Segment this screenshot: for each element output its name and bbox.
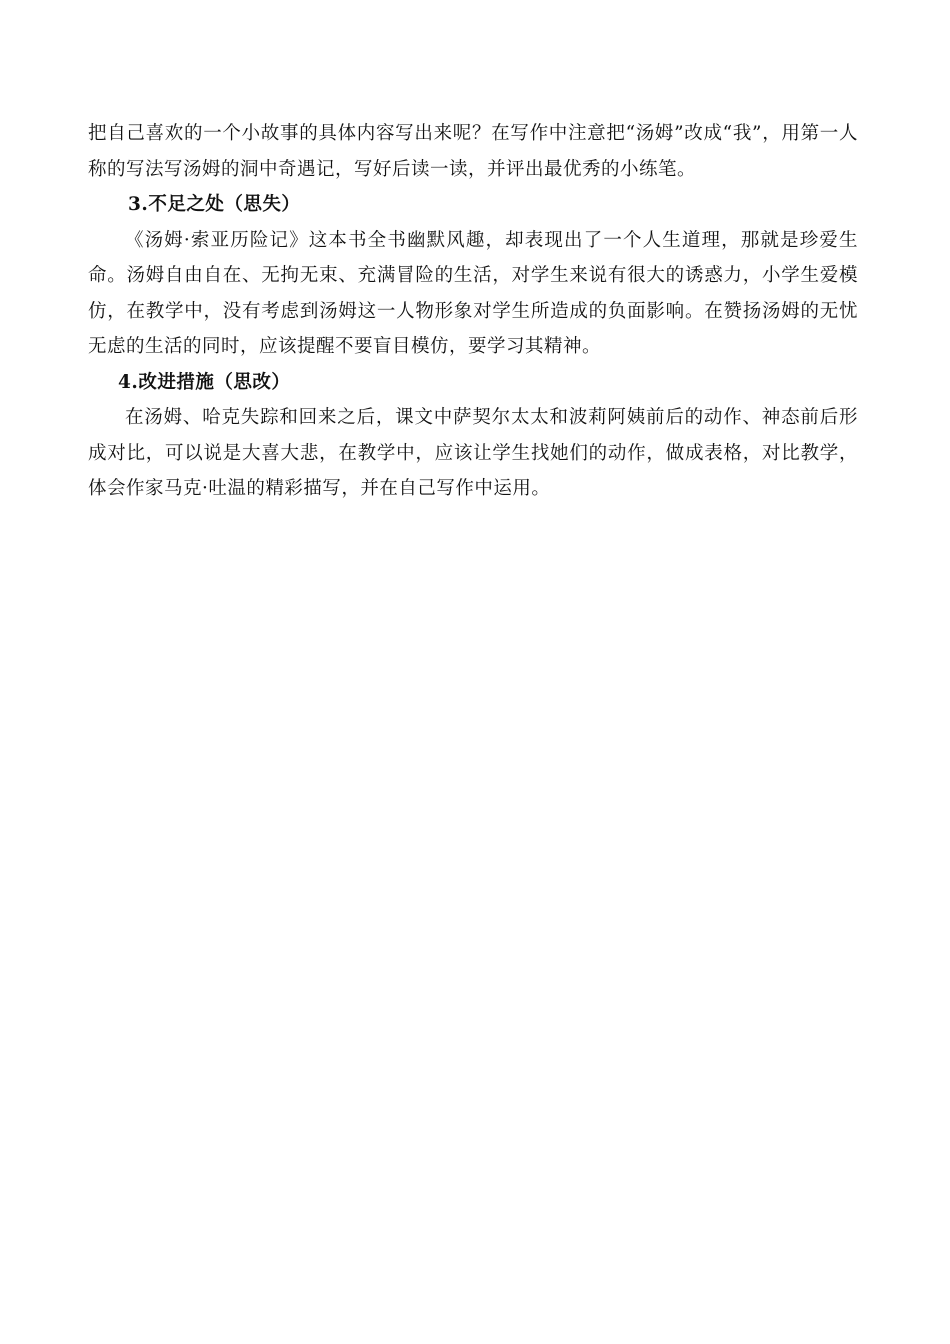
paragraph-shortcomings: 《汤姆·索亚历险记》这本书全书幽默风趣，却表现出了一个人生道理，那就是珍爱生命。汤姆自由自在、无拘无束、充满冒险的生活，对学生来说有很大的诱惑力，小学生爱模仿，在教学中，没有考虑到汤姆这一人物形象对学生所造成的负面影响。在赞扬汤姆的无忧无虑的生活的同时，应该提醒不要盲目模仿，要学习其精神。 <box>88 229 858 357</box>
section-heading-improvements: 4.改进措施（思改） <box>118 371 291 393</box>
document-body <box>88 116 858 507</box>
paragraph-continuation: 把自己喜欢的一个小故事的具体内容写出来呢？在写作中注意把“汤姆”改成“我”，用第一人称的写法写汤姆的洞中奇遇记，写好后读一读，并评出最优秀的小练笔。 <box>88 123 858 180</box>
paragraph-improvements: 在汤姆、哈克失踪和回来之后，课文中萨契尔太太和波莉阿姨前后的动作、神态前后形成对比，可以说是大喜大悲，在教学中，应该让学生找她们的动作，做成表格，对比教学，体会作家马克·吐温的精彩描写，并在自己写作中运用。 <box>88 407 858 499</box>
section-heading-shortcomings: 3.不足之处（思失） <box>128 194 301 215</box>
